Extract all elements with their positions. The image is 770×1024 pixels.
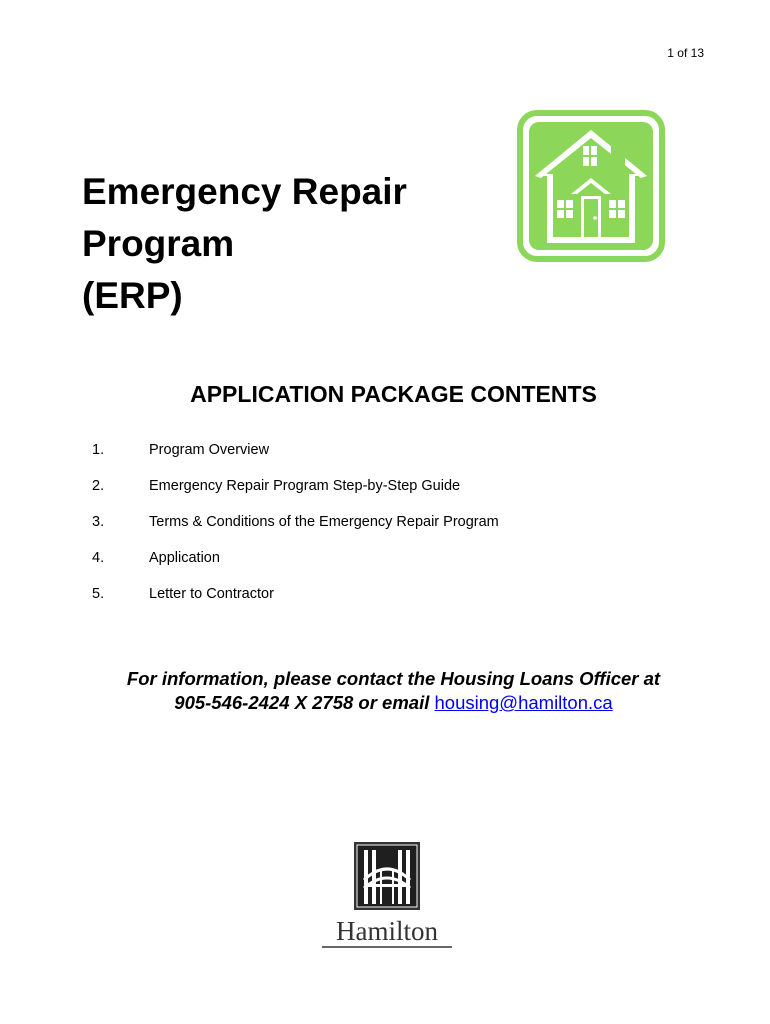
list-item bbox=[92, 476, 499, 512]
list-item-number: 4. bbox=[92, 550, 105, 566]
list-item-number: 3. bbox=[92, 514, 105, 530]
title-line-3: (ERP) bbox=[82, 275, 183, 316]
hamilton-logo bbox=[320, 840, 454, 952]
city-name: Hamilton bbox=[336, 916, 438, 946]
contact-phone-text: 905-546-2424 X 2758 or email bbox=[174, 692, 430, 713]
contact-line-2 bbox=[0, 691, 770, 715]
contents-list bbox=[92, 440, 499, 620]
page-number: 1 of 13 bbox=[667, 46, 704, 60]
list-item bbox=[92, 512, 499, 548]
list-item-number: 2. bbox=[92, 478, 105, 494]
list-item-label: Emergency Repair Program Step-by-Step Guide bbox=[149, 478, 461, 494]
list-item bbox=[92, 548, 499, 584]
list-item-label: Terms & Conditions of the Emergency Repair Program bbox=[149, 514, 499, 530]
house-icon bbox=[517, 110, 665, 262]
list-item-number: 5. bbox=[92, 586, 105, 602]
list-item-number: 1. bbox=[92, 442, 105, 458]
document-title bbox=[82, 166, 407, 322]
list-item bbox=[92, 440, 499, 476]
title-line-1: Emergency Repair bbox=[82, 171, 407, 212]
contents-heading: APPLICATION PACKAGE CONTENTS bbox=[190, 381, 597, 407]
list-item-label: Program Overview bbox=[149, 442, 270, 458]
contact-line-1: For information, please contact the Housing Loans Officer at bbox=[126, 668, 661, 689]
list-item bbox=[92, 584, 499, 620]
title-line-2: Program bbox=[82, 223, 235, 264]
list-item-label: Application bbox=[149, 550, 220, 566]
email-link[interactable]: housing@hamilton.ca bbox=[434, 692, 613, 713]
contact-info bbox=[0, 667, 770, 715]
list-item-label: Letter to Contractor bbox=[149, 586, 274, 602]
